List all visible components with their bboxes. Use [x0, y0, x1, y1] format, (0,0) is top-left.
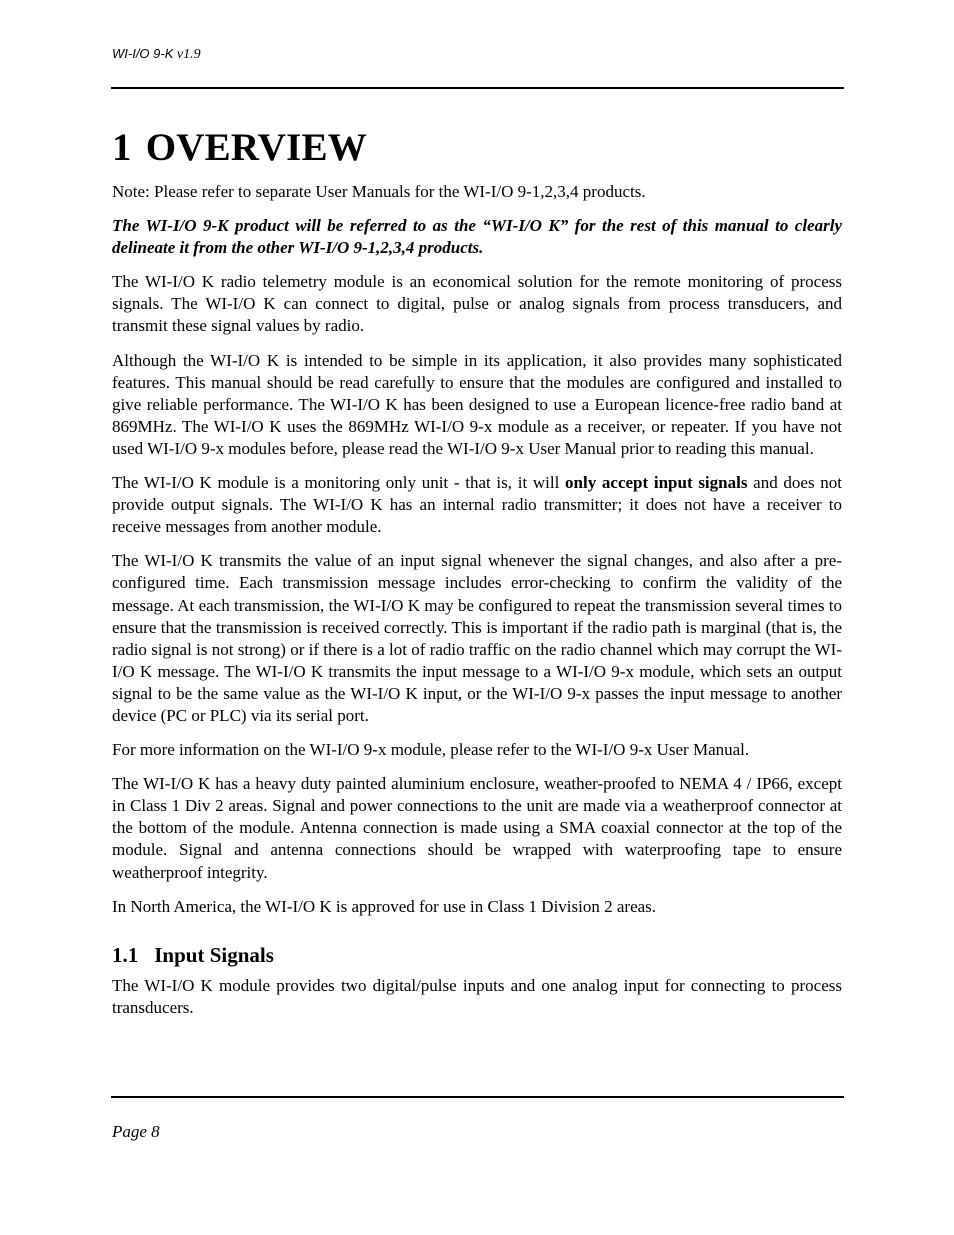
input-signals-paragraph: The WI-I/O K module provides two digital/pulse inputs and one analog input for connecting to process transducers. — [112, 975, 842, 1017]
transmission-paragraph: The WI-I/O K transmits the value of an input signal whenever the signal changes, and also after a pre-configured time. Each transmission message includes error-checking to confirm the validity of the message. At each transmission, the WI-I/O K may be configured to repeat the transmission several times to ensure that the transmission is received correctly. This is important if the radio path is marginal (that is, the radio signal is not strong) or if there is a lot of radio traffic on the radio channel which may corrupt the WI-I/O K message. The WI-I/O K transmits the input message to a WI-I/O 9-x module, which sets an output signal to be the same value as the WI-I/O K input, or the WI-I/O 9-x passes the input message to another device (PC or PLC) via its serial port. — [112, 551, 842, 725]
section-title: OVERVIEW — [145, 126, 367, 169]
header-product: WI-I/O 9-K — [112, 46, 174, 61]
header-version: v1.9 — [176, 47, 201, 62]
subsection-heading — [112, 942, 842, 968]
footer-rule — [111, 1096, 844, 1098]
approval-paragraph: In North America, the WI-I/O K is approved for use in Class 1 Division 2 areas. — [112, 896, 657, 916]
monitoring-text-end: and does not provide output signals. The WI-I/O K has an internal radio transmitter; it does not have a receiver to receive messages from another module. — [112, 473, 842, 537]
enclosure-paragraph: The WI-I/O K has a heavy duty painted aluminium enclosure, weather-proofed to NEMA 4 / IP66, except in Class 1 Div 2 areas. Signal and power connections to the unit are made via a weatherproof connector at the bottom of the module. Antenna connection is made using a SMA coaxial connector at the top of the module. Signal and antenna connections should be wrapped with waterproofing tape to ensure weatherproof integrity. — [112, 774, 842, 882]
subsection-number: 1.1 — [112, 942, 139, 967]
section-heading — [112, 124, 842, 172]
note-paragraph: Note: Please refer to separate User Manuals for the WI-I/O 9-1,2,3,4 products. — [112, 182, 646, 201]
monitoring-text-bold: only accept input signals — [565, 473, 748, 493]
monitoring-text-start: The WI-I/O K module is a monitoring only unit - that is, it will — [112, 473, 566, 493]
header-rule — [111, 87, 844, 89]
subsection-title: Input Signals — [154, 942, 274, 967]
emphasis-paragraph: The WI-I/O 9-K product will be referred to as the “WI-I/O K” for the rest of this manual to clearly delineate it from the other WI-I/O 9-1,2,3,4 products. — [112, 216, 842, 258]
section-number: 1 — [112, 126, 132, 169]
running-header — [112, 45, 201, 64]
intro-paragraph: The WI-I/O K radio telemetry module is an economical solution for the remote monitoring of process signals. The WI-I/O K can connect to digital, pulse or analog signals from process transducers, and transmit these signal values by radio. — [112, 272, 842, 336]
monitoring-paragraph — [112, 472, 842, 538]
more-info-paragraph: For more information on the WI-I/O 9-x module, please refer to the WI-I/O 9-x User Manual. — [112, 740, 750, 760]
page-body — [112, 124, 842, 1031]
page-number: Page 8 — [112, 1122, 160, 1141]
features-paragraph: Although the WI-I/O K is intended to be simple in its application, it also provides many sophisticated features. This manual should be read carefully to ensure that the modules are configured and installed to give reliable performance. The WI-I/O K has been designed to use a European licence-free radio band at 869MHz. The WI-I/O K uses the 869MHz WI-I/O 9-x module as a receiver, or repeater. If you have not used WI-I/O 9-x modules before, please read the WI-I/O 9-x User Manual prior to reading this manual. — [112, 350, 842, 458]
